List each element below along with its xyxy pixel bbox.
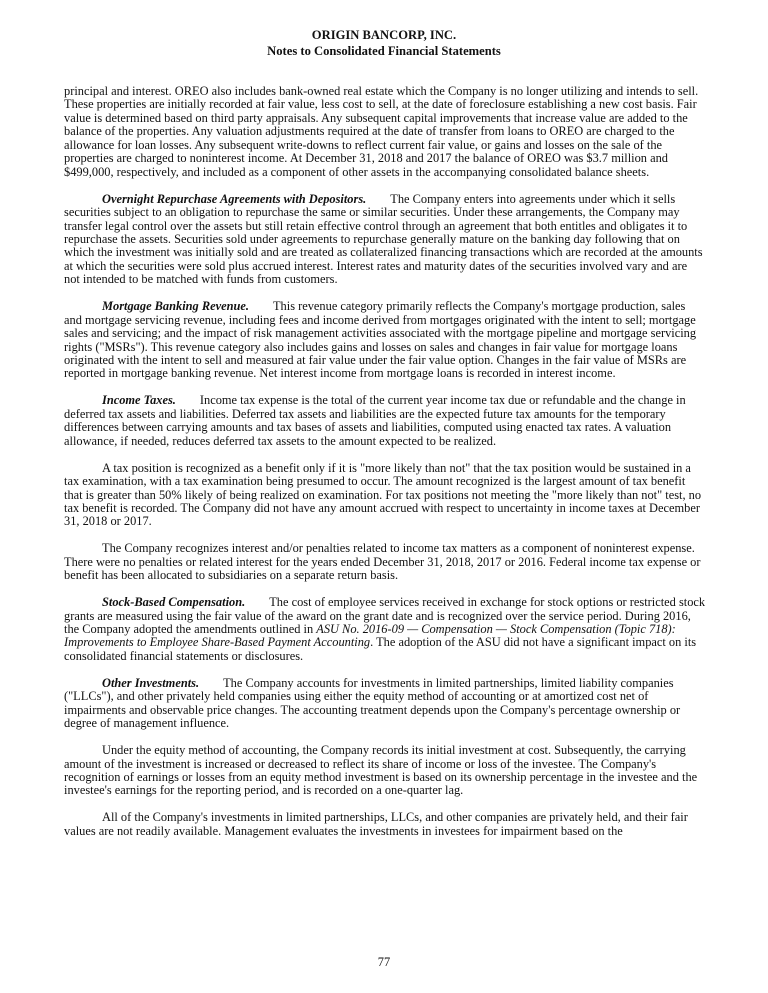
text-segment: ASU No. 2016-09 — Compensation — Stock Compensation (Topic 718): Improvements to Employee Share-Based Payment Accounting	[64, 622, 676, 650]
text-segment: The cost of employee services received in exchange for stock options or restricted stock grants are measured using the fair value of the award on the grant date and is recognized over the service period. During 2016, the Company adopted the amendments outlined in	[64, 595, 706, 637]
document-header	[0, 0, 768, 59]
paragraph	[64, 300, 706, 381]
runin-heading: Stock-Based Compensation.	[102, 595, 246, 610]
paragraph	[64, 542, 706, 582]
text-segment: . The adoption of the ASU did not have a significant impact on its consolidated financial statements or disclosures.	[64, 635, 697, 663]
text-segment: Under the equity method of accounting, the Company records its initial investment at cost. Subsequently, the carrying amount of the investment is increased or decreased to reflect its share of income or loss of the investee. The Company's recognition of earnings or losses from an equity method investment is based on its ownership percentage in the investee and the investee's earnings for the reporting period, and is recorded on a one-quarter lag.	[64, 743, 698, 798]
runin-heading: Income Taxes.	[102, 393, 176, 408]
text-segment: Income tax expense is the total of the current year income tax due or refundable and the change in deferred tax assets and liabilities. Deferred tax assets and liabilities are the expected future tax amounts for the temporary differences between carrying amounts and tax bases of assets and liabilities, computed using enacted tax rates. A valuation allowance, if needed, reduces deferred tax assets to the amount expected to be realized.	[64, 393, 686, 448]
text-segment: The Company accounts for investments in limited partnerships, limited liability companies ("LLCs"), and other privately held companies using either the equity method of accounting or at amortized cost net of impairments and observable price changes. The accounting treatment depends upon the Company's percentage ownership or degree of management influence.	[64, 675, 681, 731]
paragraph	[64, 744, 706, 798]
paragraph	[64, 462, 706, 529]
runin-heading: Overnight Repurchase Agreements with Depositors.	[102, 191, 367, 206]
paragraph	[64, 596, 706, 663]
page-number: 77	[377, 955, 391, 969]
runin-heading: Mortgage Banking Revenue.	[102, 299, 249, 314]
page-footer	[0, 955, 768, 970]
text-segment: A tax position is recognized as a benefit only if it is "more likely than not" that the tax position would be sustained in a tax examination, with a tax examination being presumed to occur. The amount recognized is the largest amount of tax benefit that is greater than 50% likely of being realized on examination. For tax positions not meeting the "more likely than not" test, no tax benefit is recorded. The Company did not have any amount accrued with respect to uncertainty in income taxes at December 31, 2018 or 2017.	[64, 460, 702, 529]
runin-heading: Other Investments.	[102, 675, 200, 690]
paragraph	[64, 677, 706, 731]
company-name: ORIGIN BANCORP, INC.	[311, 28, 457, 42]
paragraph	[64, 85, 706, 179]
text-segment: All of the Company's investments in limited partnerships, LLCs, and other companies are privately held, and their fair values are not readily available. Management evaluates the investments in investees for impairment based on the	[64, 810, 688, 838]
text-segment: This revenue category primarily reflects the Company's mortgage production, sales and mortgage servicing revenue, including fees and income derived from mortgages originated with the intent to sell; mortgage sales and servicing; and the impact of risk management activities associated with the mortgage pipeline and mortgage servicing rights ("MSRs"). This revenue category also includes gains and losses on sales and changes in fair value for mortgage loans originated with the intent to sell and measured at fair value under the fair value option. Changes in the fair value of MSRs are reported in mortgage banking revenue. Net interest income from mortgage loans is recorded in interest income.	[64, 299, 697, 381]
paragraph	[64, 811, 706, 838]
paragraph	[64, 394, 706, 448]
document-body	[64, 85, 706, 838]
text-segment: The Company recognizes interest and/or penalties related to income tax matters as a component of noninterest expense. There were no penalties or related interest for the years ended December 31, 2018, 2017 or 2016. Federal income tax expense or benefit has been allocated to subsidiaries on a separate return basis.	[64, 541, 701, 583]
text-segment: principal and interest. OREO also includes bank-owned real estate which the Company is no longer utilizing and intends to sell. These properties are initially recorded at fair value, less cost to sell, at the date of foreclosure establishing a new cost basis. Fair value is determined based on third party appraisals. Any subsequent capital improvements that increase value are added to the balance of the properties. Any valuation adjustments required at the date of transfer from loans to OREO are charged to the allowance for loan losses. Any subsequent write-downs to reflect current fair value, or gains and losses on the sale of the properties are charged to noninterest income. At December 31, 2018 and 2017 the balance of OREO was $3.7 million and $499,000, respectively, and included as a component of other assets in the accompanying consolidated balance sheets.	[64, 84, 699, 179]
paragraph	[64, 193, 706, 287]
document-title: Notes to Consolidated Financial Statements	[267, 43, 501, 58]
text-segment: The Company enters into agreements under which it sells securities subject to an obligation to repurchase the same or similar securities. Under these arrangements, the Company may transfer legal control over the assets but still retain effective control through an agreement that both entitles and obligates it to repurchase the assets. Securities sold under agreements to repurchase generally mature on the banking day following that on which the investment was initially sold and are treated as collateralized financing transactions which are recorded at the amounts at which the securities were sold plus accrued interest. Interest rates and maturity dates of the securities involved vary and are not intended to be matched with funds from customers.	[64, 191, 703, 287]
